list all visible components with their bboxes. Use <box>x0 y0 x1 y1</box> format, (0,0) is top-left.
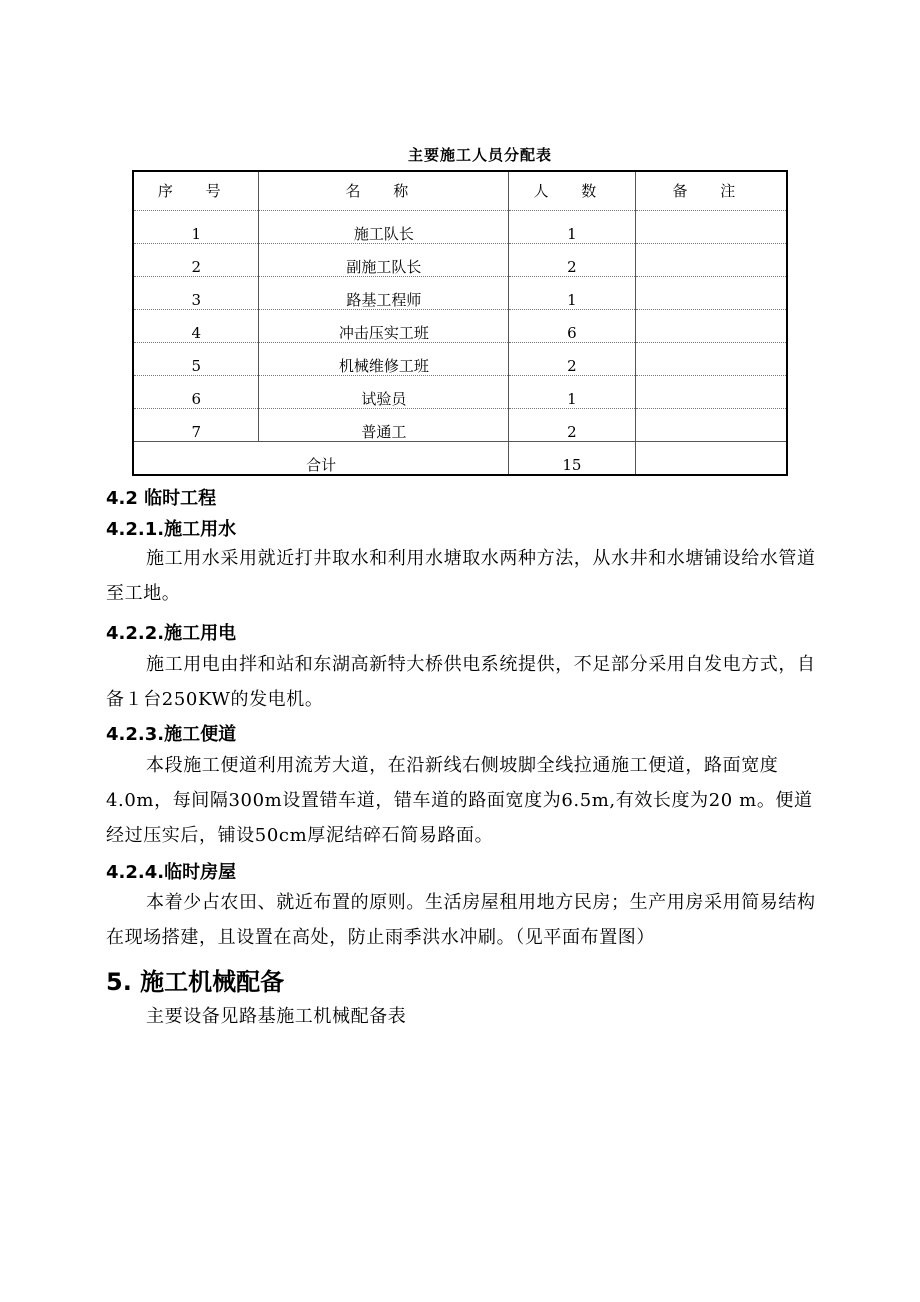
cell-no: 5 <box>133 343 259 376</box>
cell-no: 6 <box>133 376 259 409</box>
header-no: 序 号 <box>133 171 259 211</box>
header-remark: 备 注 <box>635 171 787 211</box>
cell-no: 4 <box>133 310 259 343</box>
table-row <box>133 277 787 310</box>
cell-name: 试验员 <box>259 376 509 409</box>
cell-count: 6 <box>509 310 635 343</box>
cell-count: 2 <box>509 409 635 442</box>
cell-no: 2 <box>133 244 259 277</box>
cell-name: 路基工程师 <box>259 277 509 310</box>
cell-remark <box>635 310 787 343</box>
section-4-2-4-heading: 4.2.4.临时房屋 <box>106 862 237 883</box>
cell-name: 冲击压实工班 <box>259 310 509 343</box>
cell-no: 1 <box>133 211 259 244</box>
section-4-2-1-heading: 4.2.1.施工用水 <box>106 519 237 540</box>
cell-name: 施工队长 <box>259 211 509 244</box>
table-row <box>133 244 787 277</box>
table-total-row <box>133 442 787 476</box>
cell-count: 2 <box>509 244 635 277</box>
table-header-row <box>133 171 787 211</box>
section-4-2-2-paragraph: 施工用电由拌和站和东湖高新特大桥供电系统提供，不足部分采用自发电方式，自备１台250KW的发电机。 <box>106 654 816 710</box>
table-row <box>133 343 787 376</box>
header-name: 名 称 <box>259 171 509 211</box>
cell-no: 3 <box>133 277 259 310</box>
table-row <box>133 211 787 244</box>
cell-name: 机械维修工班 <box>259 343 509 376</box>
cell-no: 7 <box>133 409 259 442</box>
table-row <box>133 409 787 442</box>
staff-allocation-table <box>132 170 788 476</box>
cell-name: 副施工队长 <box>259 244 509 277</box>
cell-remark <box>635 409 787 442</box>
cell-remark <box>635 277 787 310</box>
table-caption: 主要施工人员分配表 <box>407 146 552 164</box>
table-row <box>133 310 787 343</box>
total-remark <box>635 442 787 476</box>
cell-remark <box>635 211 787 244</box>
cell-count: 2 <box>509 343 635 376</box>
total-count: 15 <box>509 442 635 476</box>
section-4-2-2-heading: 4.2.2.施工用电 <box>106 623 237 644</box>
cell-count: 1 <box>509 277 635 310</box>
header-count: 人 数 <box>509 171 635 211</box>
section-4-2-4-paragraph: 本着少占农田、就近布置的原则。生活房屋租用地方民房；生产用房采用简易结构在现场搭建，且设置在高处，防止雨季洪水冲刷。（见平面布置图） <box>106 892 816 948</box>
total-label: 合计 <box>133 442 509 476</box>
table-row <box>133 376 787 409</box>
section-5-heading: 5. 施工机械配备 <box>106 968 285 996</box>
cell-remark <box>635 343 787 376</box>
cell-remark <box>635 244 787 277</box>
section-4-2-3-paragraph: 本段施工便道利用流芳大道，在沿新线右侧坡脚全线拉通施工便道，路面宽度4.0m，每间隔300m设置错车道，错车道的路面宽度为6.5m,有效长度为20 m。便道经过压实后，铺设50cm厚泥结碎石简易路面。 <box>106 755 813 846</box>
cell-remark <box>635 376 787 409</box>
cell-count: 1 <box>509 376 635 409</box>
section-4-2-3-heading: 4.2.3.施工便道 <box>106 724 237 745</box>
section-5-paragraph: 主要设备见路基施工机械配备表 <box>146 1006 407 1027</box>
cell-name: 普通工 <box>259 409 509 442</box>
section-4-2-heading: 4.2 临时工程 <box>106 488 217 509</box>
section-4-2-1-paragraph: 施工用水采用就近打井取水和利用水塘取水两种方法，从水井和水塘铺设给水管道至工地。 <box>106 548 816 604</box>
cell-count: 1 <box>509 211 635 244</box>
